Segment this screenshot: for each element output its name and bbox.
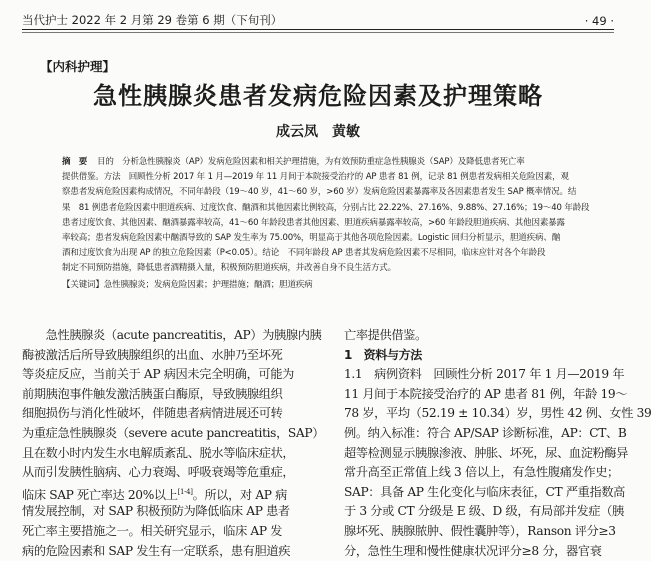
abstract-line: 察患者发病危险因素构成情况，不同年龄段（19～40 岁，41～60 岁，>60 岁）发病危险因素暴露率及各因素患者发生 SAP 概率情况。结 xyxy=(62,187,577,198)
abstract xyxy=(62,155,616,293)
body-line: 分，急性生理和慢性健康状况评分≥8 分，器官衰 xyxy=(344,543,602,558)
abstract-line: 酒和过度饮食为出现 AP 的独立危险因素（P<0.05）。结论 不同年龄段 AP 患者其发病危险因素不尽相同，临床应针对各个年龄段 xyxy=(62,248,546,259)
body-line: 1.1 病例资料 回顾性分析 2017 年 1 月—2019 年 xyxy=(344,367,625,382)
keywords-label: 【关键词】 xyxy=(62,279,104,290)
body-line: 细胞损伤与消化性破坏，伴随患者病情进展还可转 xyxy=(22,406,283,421)
body-line: 临床 SAP 死亡率达 20%以上[1-4]。所以，对 AP 病 xyxy=(22,487,287,502)
abstract-line: 摘 要 目的 分析急性胰腺炎（AP）发病危险因素和相关护理措施，为有效预防重症急性胰腺炎（SAP）及降低患者死亡率 xyxy=(62,157,525,167)
body-line: 例。纳入标准：符合 AP/SAP 诊断标准，AP：CT、B xyxy=(344,425,627,440)
body-line: 常升高至正常值上线 3 倍以上，有急性腹痛发作史； xyxy=(344,465,619,480)
body-line: 病的危险因素和 SAP 发生有一定联系，患有胆道疾 xyxy=(22,543,291,558)
abstract-label: 摘 要 xyxy=(62,157,88,167)
section-heading: 1 资料与方法 xyxy=(344,347,422,362)
body-line: 等炎症反应，当前关于 AP 病因未完全明确，可能为 xyxy=(22,367,294,382)
body-line: 且在数小时内发生水电解质紊乱、脱水等临床症状， xyxy=(22,445,295,460)
page-number: · 49 · xyxy=(584,14,614,28)
body-line: 急性胰腺炎（acute pancreatitis，AP）为胰腺内胰 xyxy=(22,328,322,342)
body-line: 78 岁，平均（52.19 ± 10.34）岁，男性 42 例、女性 39 xyxy=(344,406,651,421)
body-line: 从而引发胰性脑病、心力衰竭、呼吸衰竭等危重症， xyxy=(22,465,295,480)
keywords xyxy=(62,278,616,293)
body-line: 11 月间于本院接受治疗的 AP 患者 81 例，年龄 19～ xyxy=(344,386,628,401)
header-rule xyxy=(22,29,614,33)
body-line: 死亡率主要措施之一。相关研究显示，临床 AP 发 xyxy=(22,523,283,538)
keywords-text: 急性胰腺炎；发病危险因素；护理措施；酗酒；胆道疾病 xyxy=(103,279,313,290)
section-tag: 【内科护理】 xyxy=(40,59,116,74)
body-line: 前期胰泡事件触发激活胰蛋白酶原，导致胰腺组织 xyxy=(22,386,283,401)
body-line: 酶被激活后所导致胰腺组织的出血、水肿乃至坏死 xyxy=(22,347,283,362)
abstract-line: 果 81 例患者危险因素中胆道疾病、过度饮食、酗酒和其他因素比例较高，分别占比 22.22%、27.16%、9.88%、27.16%；19～40 年龄段 xyxy=(62,202,590,213)
abstract-line: 提供借鉴。方法 回顾性分析 2017 年 1 月—2019 年 11 月间于本院接受治疗的 AP 患者 81 例，记录 81 例患者发病相关危险因素，观 xyxy=(62,172,569,183)
body-line: 腺坏死、胰腺脓肿、假性囊肿等），Ranson 评分≥3 xyxy=(344,523,616,538)
running-header xyxy=(22,12,614,28)
abstract-line: 率较高；患者发病危险因素中酗酒导致的 SAP 发生率为 75.00%，明显高于其他各项危险因素。Logistic 回归分析显示，胆道疾病、酗 xyxy=(62,232,561,243)
abstract-line: 制定不同预防措施，降低患者酒精摄入量，积极预防胆道疾病，并改善自身不良生活方式。 xyxy=(62,263,397,274)
journal-issue-info: 当代护士 2022 年 2 月第 29 卷第 6 期（下旬刊） xyxy=(22,13,283,27)
body-column-left xyxy=(22,326,325,561)
body-line: 亡率提供借鉴。 xyxy=(344,328,427,342)
citation: [1-4] xyxy=(177,487,193,496)
body-line: 超等检测显示胰腺渗液、肿胀、坏死，尿、血淀粉酶异 xyxy=(344,445,629,460)
authors: 成云凤 黄敏 xyxy=(276,124,360,140)
body-column-right xyxy=(344,326,651,561)
body-line: 情发展控制，对 SAP 积极预防为降低临床 AP 患者 xyxy=(22,504,290,519)
body-line: 为重症急性胰腺炎（severe acute pancreatitis，SAP） xyxy=(22,425,325,440)
body-line: 于 3 分或 CT 分级是 E 级、D 级，有局部并发症（胰 xyxy=(344,504,624,519)
body-line: SAP：具备 AP 生化变化与临床表征，CT 严重指数高 xyxy=(344,484,626,499)
article-title: 急性胰腺炎患者发病危险因素及护理策略 xyxy=(93,82,543,110)
abstract-line: 患者过度饮食、其他因素、酗酒暴露率较高，41～60 年龄段患者其他因素、胆道疾病暴露率较高，>60 年龄段胆道疾病、其他因素暴露 xyxy=(62,217,565,228)
